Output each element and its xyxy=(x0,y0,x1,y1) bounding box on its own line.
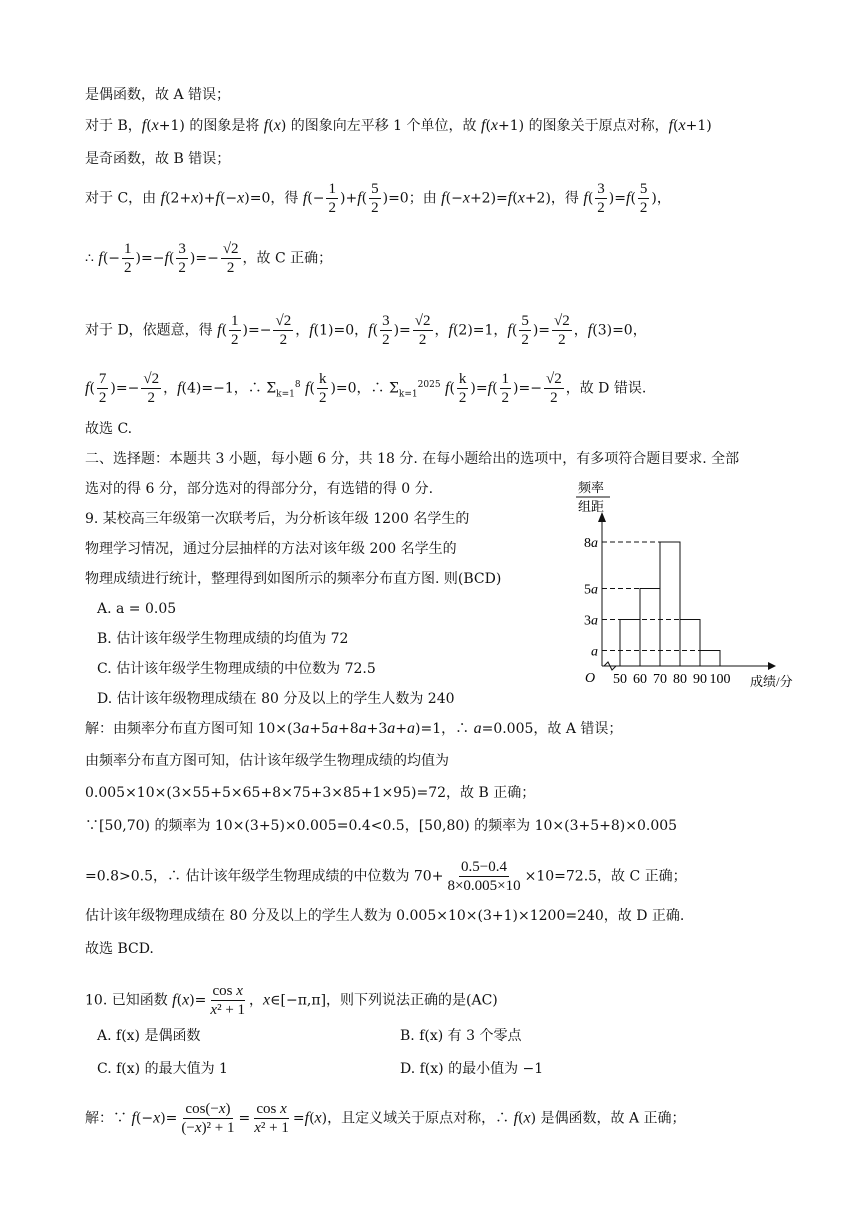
option-a: A. f(x) 是偶函数 xyxy=(97,1028,201,1044)
y-label-top: 频率 xyxy=(578,480,605,495)
text-line: ∵[50,70) 的频率为 10×(3+5)×0.005=0.4<0.5，[50,80) 的频率为 10×(3+5+8)×0.005 xyxy=(85,818,678,834)
option-c: C. 估计该年级学生物理成绩的中位数为 72.5 xyxy=(97,661,376,677)
question-10: 10. 已知函数 f(x)= $\frac{\text{cos x}}{\text{x² + 1}}$ ，x∈[−π,π]，则下列说法正确的是(AC) xyxy=(85,983,498,1018)
text-line: 对于 D，依题意，得 f( $\frac{1}{2}$ )=− $\frac{√2}{2}$ ，f(1)=0，f( $\frac{3}{2}$ )= $\frac{√2}{2}$ ，f(2)=1，f( $\frac{5}{2}$ )= $\frac{√2}{2}$ ，f(3)=0， xyxy=(85,313,647,348)
text-line: ∴ f(− $\frac{1}{2}$ )=−f( $\frac{3}{2}$ )=− $\frac{√2}{2}$ ，故 C 正确； xyxy=(85,241,333,276)
histogram-bar xyxy=(640,589,660,667)
y-tick-label: 8a xyxy=(584,536,598,551)
histogram-bar xyxy=(620,620,640,667)
x-tick-label: 100 xyxy=(709,672,731,687)
text-line: 对于 B，f(x+1) 的图象是将 f(x) 的图象向左平移 1 个单位，故 f(x+1) 的图象关于原点对称，f(x+1) xyxy=(85,117,712,134)
text-line: 是奇函数，故 B 错误； xyxy=(85,151,231,167)
text-line: 由频率分布直方图可知，估计该年级学生物理成绩的均值为 xyxy=(85,753,449,769)
y-tick-label: a xyxy=(591,644,598,660)
text-line: 0.005×10×(3×55+5×65+8×75+3×85+1×95)=72，故 B 正确； xyxy=(85,785,536,801)
question-9: 9. 某校高三年级第一次联考后，为分析该年级 1200 名学生的 xyxy=(85,511,470,527)
option-a: A. a = 0.05 xyxy=(97,601,177,617)
text-line: 故选 C. xyxy=(85,421,133,437)
text-line: =0.8>0.5，∴ 估计该年级学生物理成绩的中位数为 70+ $\frac{0.5-0.4}{8\times 0.005\times 10}$ ×10=72.5，故 C 正确； xyxy=(85,859,687,894)
text-line: 解：由频率分布直方图可知 10×(3a+5a+8a+3a+a)=1，∴ a=0.005，故 A 错误； xyxy=(85,720,623,737)
y-tick-label: 3a xyxy=(584,613,598,629)
histogram-bar xyxy=(660,542,680,666)
option-d: D. f(x) 的最小值为 −1 xyxy=(400,1061,544,1077)
x-tick-label: 70 xyxy=(653,672,667,687)
y-tick-label: 5a xyxy=(584,582,598,598)
text-line: 选对的得 6 分，部分选对的得部分分，有选错的得 0 分. xyxy=(85,481,434,497)
histogram-bar xyxy=(680,620,700,667)
text-line: 解：∵ f(−x)= $\frac{\cos(-x)}{\text{(−x)² + 1}}$ = $\frac{\text{cos x}}{\text{x² + 1}}$ =f(x)，且定义域关于原点对称，∴ f(x) 是偶函数，故 A 正确； xyxy=(85,1101,686,1136)
origin-label: O xyxy=(585,671,596,686)
text-line: 对于 C，由 f(2+x)+f(−x)=0，得 f(− $\frac{1}{2}$ )+f( $\frac{5}{2}$ )=0；由 f(−x+2)=f(x+2)，得 f( $\frac{3}{2}$ )=f( $\frac{5}{2}$ )， xyxy=(85,181,671,216)
frequency-histogram xyxy=(560,478,810,693)
text-line: 故选 BCD. xyxy=(85,941,154,957)
text-line: f( $\frac{7}{2}$ )=− $\frac{√2}{2}$ ，f(4)=−1，∴ $\Sigma_{k=1}^8$ f( $\frac{k}{2}$ )=0，∴ $\Sigma_{k=1}^{2025}$ f( $\frac{k}{2}$ )=f( $\frac{1}{2}$ )=− $\frac{√2}{2}$ ，故 D 错误. xyxy=(85,371,647,406)
text-line: 是偶函数，故 A 错误； xyxy=(85,87,231,103)
text-line: 物理成绩进行统计，整理得到如图所示的频率分布直方图. 则(BCD) xyxy=(85,571,502,587)
text-line: 估计该年级物理成绩在 80 分及以上的学生人数为 0.005×10×(3+1)×1200=240，故 D 正确. xyxy=(85,908,685,924)
x-tick-label: 90 xyxy=(693,672,707,687)
option-d: D. 估计该年级物理成绩在 80 分及以上的学生人数为 240 xyxy=(97,691,455,707)
option-b: B. 估计该年级学生物理成绩的均值为 72 xyxy=(97,631,349,647)
x-axis-label: 成绩/分 xyxy=(750,674,793,689)
x-tick-label: 80 xyxy=(673,672,687,687)
x-axis-arrow xyxy=(768,662,776,670)
section-heading: 二、选择题：本题共 3 小题，每小题 6 分，共 18 分. 在每小题给出的选项中，有多项符合题目要求. 全部 xyxy=(85,451,740,467)
option-c: C. f(x) 的最大值为 1 xyxy=(97,1061,228,1077)
x-tick-label: 60 xyxy=(633,672,647,687)
histogram-bar xyxy=(700,651,720,667)
y-label-bottom: 组距 xyxy=(578,499,605,514)
option-b: B. f(x) 有 3 个零点 xyxy=(400,1028,522,1044)
text-line: 物理学习情况，通过分层抽样的方法对该年级 200 名学生的 xyxy=(85,541,457,557)
x-tick-label: 50 xyxy=(613,672,627,687)
